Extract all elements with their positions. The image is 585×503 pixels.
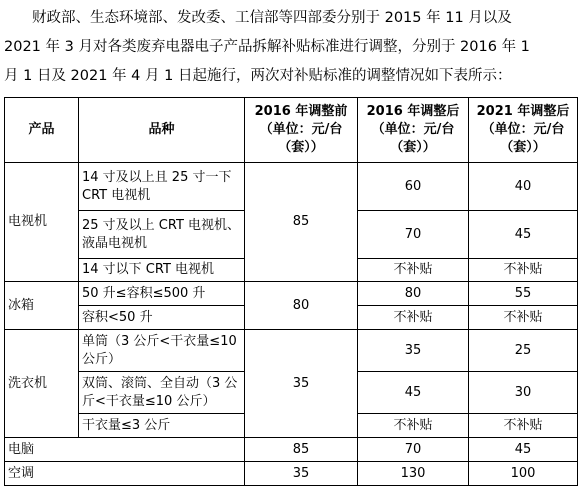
after-2021-cell: 30 (469, 372, 578, 414)
before-2016-cell: 35 (245, 330, 358, 438)
paragraph-line: 财政部、生态环境部、发改委、工信部等四部委分别于 2015 年 11 月以及 (32, 10, 512, 26)
before-2016-cell: 85 (245, 438, 358, 462)
variety-cell: 干衣量≤3 公斤 (79, 414, 245, 438)
before-2016-cell: 35 (245, 462, 358, 486)
product-cell: 冰箱 (5, 282, 79, 330)
variety-cell: 单筒（3 公斤<干衣量≤10 公斤） (79, 330, 245, 372)
variety-cell: 25 寸及以上 CRT 电视机、液晶电视机 (79, 211, 245, 259)
product-cell: 电脑 (5, 438, 245, 462)
after-2021-cell: 25 (469, 330, 578, 372)
after-2016-cell: 80 (358, 282, 469, 306)
after-2016-cell: 130 (358, 462, 469, 486)
after-2021-cell: 不补贴 (469, 259, 578, 282)
after-2016-cell: 70 (358, 211, 469, 259)
variety-cell: 容积<50 升 (79, 306, 245, 330)
variety-cell: 14 寸以下 CRT 电视机 (79, 259, 245, 282)
table-row (5, 163, 578, 211)
before-2016-cell: 85 (245, 163, 358, 282)
table-row (5, 438, 578, 462)
after-2021-cell: 45 (469, 438, 578, 462)
subsidy-table (4, 97, 578, 486)
after-2016-cell: 不补贴 (358, 259, 469, 282)
paragraph-line: 月 1 日及 2021 年 4 月 1 日起施行，两次对补贴标准的调整情况如下表所示： (4, 68, 512, 84)
table-header-row (5, 98, 578, 163)
header-after-2021: 2021 年调整后 （单位：元/台 （套）） (469, 98, 578, 163)
table-row (5, 462, 578, 486)
product-cell: 电视机 (5, 163, 79, 282)
table-row (5, 282, 578, 306)
after-2021-cell: 不补贴 (469, 306, 578, 330)
product-cell: 洗衣机 (5, 330, 79, 438)
product-cell: 空调 (5, 462, 245, 486)
header-after-2016: 2016 年调整后 （单位：元/台 （套）） (358, 98, 469, 163)
after-2021-cell: 45 (469, 211, 578, 259)
after-2016-cell: 35 (358, 330, 469, 372)
after-2021-cell: 不补贴 (469, 414, 578, 438)
paragraph-line: 2021 年 3 月对各类废弃电器电子产品拆解补贴标准进行调整，分别于 2016 年 1 (4, 39, 530, 55)
header-before-2016: 2016 年调整前 （单位：元/台 （套）） (245, 98, 358, 163)
before-2016-cell: 80 (245, 282, 358, 330)
after-2016-cell: 70 (358, 438, 469, 462)
variety-cell: 14 寸及以上且 25 寸一下 CRT 电视机 (79, 163, 245, 211)
after-2016-cell: 60 (358, 163, 469, 211)
after-2016-cell: 不补贴 (358, 414, 469, 438)
variety-cell: 双筒、滚筒、全自动（3 公斤<干衣量≤10 公斤） (79, 372, 245, 414)
after-2016-cell: 45 (358, 372, 469, 414)
intro-paragraph (4, 4, 582, 91)
after-2021-cell: 40 (469, 163, 578, 211)
after-2021-cell: 100 (469, 462, 578, 486)
header-variety: 品种 (79, 98, 245, 163)
variety-cell: 50 升≤容积≤500 升 (79, 282, 245, 306)
after-2021-cell: 55 (469, 282, 578, 306)
after-2016-cell: 不补贴 (358, 306, 469, 330)
header-product: 产品 (5, 98, 79, 163)
table-row (5, 330, 578, 372)
